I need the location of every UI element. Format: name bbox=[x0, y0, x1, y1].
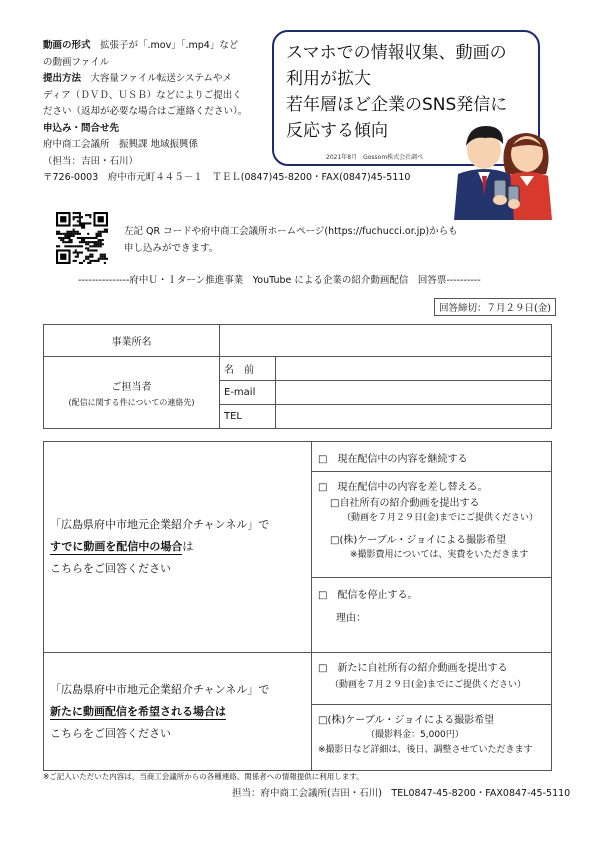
callout-line-2: 利用が拡大 bbox=[286, 69, 371, 89]
format-text: 拡張子が「.mov」「.mp4」など bbox=[90, 40, 239, 51]
callout-line-1: スマホでの情報収集、動画の bbox=[286, 43, 507, 63]
footer-contact: 担当：府中商工会議所(吉田・石川) TEL0847-45-8200・FAX0847-45-5110 bbox=[232, 788, 571, 799]
section-a-line-1: 「広島県府中市地元企業紹介チャンネル」で bbox=[50, 518, 270, 531]
section-a-desc bbox=[44, 442, 312, 653]
submit-label: 提出方法 bbox=[43, 73, 82, 84]
format-label: 動画の形式 bbox=[43, 40, 91, 51]
callout-source: 2021年8月 Gossom株式会社調べ bbox=[326, 154, 424, 161]
option-cable-joy-note: ※撮影費用については、実費をいただきます bbox=[350, 550, 529, 560]
option-continue-label: □ 現在配信中の内容を継続する bbox=[318, 454, 468, 465]
submit-text: 大容量ファイル転送システムやメ bbox=[81, 73, 232, 84]
submit-text-2: ディア（ＤＶＤ、ＵＳＢ）などによりご提出く bbox=[43, 89, 242, 101]
option-new-cable-joy[interactable] bbox=[312, 705, 552, 771]
option-replace[interactable] bbox=[312, 472, 552, 578]
contact-label: ご担当者 bbox=[111, 381, 152, 393]
tel-field[interactable] bbox=[276, 405, 552, 429]
name-field[interactable] bbox=[276, 357, 552, 381]
contact-table bbox=[43, 324, 552, 429]
format-text-2: の動画ファイル bbox=[43, 56, 110, 68]
section-a-line-3: こちらをご回答ください bbox=[50, 562, 171, 575]
option-new-video-note: （動画を７月２９日(金)までにご提供ください） bbox=[330, 680, 527, 690]
form-title: ---------------府中Ｕ・Ｉターン推進事業 YouTube による企業の紹介動画配信 回答票---------- bbox=[78, 275, 481, 286]
people-smartphone-illustration bbox=[448, 110, 560, 222]
qr-note-line-1: 左記 QR コードや府中商工会議所ホームページ(https://fuchucci.or.jp)からも bbox=[124, 226, 458, 237]
callout-line-3: 若年層ほど企業のSNS発信に bbox=[286, 95, 508, 115]
option-cable-joy[interactable]: □(株)ケーブル・ジョイによる撮影希望 bbox=[330, 534, 507, 546]
tel-label: TEL bbox=[220, 405, 276, 429]
response-table bbox=[43, 441, 552, 771]
option-own-video[interactable]: □自社所有の紹介動画を提出する bbox=[330, 497, 480, 509]
section-b-line-1: 「広島県府中市地元企業紹介チャンネル」で bbox=[50, 682, 270, 696]
option-replace-label: □ 現在配信中の内容を差し替える。 bbox=[318, 482, 488, 493]
option-stop[interactable] bbox=[312, 578, 552, 653]
option-new-cable-joy-note: （撮影料金：5,000円） bbox=[366, 730, 464, 740]
email-field[interactable] bbox=[276, 381, 552, 405]
option-stop-label: □ 配信を停止する。 bbox=[318, 590, 418, 601]
qr-code-icon[interactable] bbox=[56, 212, 108, 264]
section-a-line-2: すでに動画を配信中の場合 bbox=[50, 540, 183, 553]
person-line: （担当：吉田・石川） bbox=[43, 155, 139, 167]
office-field[interactable] bbox=[220, 325, 552, 357]
address-line: 〒726-0003 府中市元町４４５－１ ＴＥＬ(0847)45-8200・FAX(0847)45-5110 bbox=[43, 172, 411, 183]
contact-label: 申込み・問合せ先 bbox=[43, 122, 120, 134]
section-b-line-3: こちらをご回答ください bbox=[50, 726, 171, 740]
contact-sub: (配信に関する件についての連絡先) bbox=[68, 397, 195, 407]
callout-line-4: 反応する傾向 bbox=[286, 121, 388, 141]
option-new-video-label: □ 新たに自社所有の紹介動画を提出する bbox=[318, 663, 508, 674]
org-line: 府中商工会議所 振興課 地域振興係 bbox=[43, 139, 199, 150]
option-new-video[interactable] bbox=[312, 653, 552, 705]
contact-label-cell bbox=[44, 357, 220, 429]
qr-note-line-2: 申し込みができます。 bbox=[124, 242, 219, 254]
email-label: E-mail bbox=[220, 381, 276, 405]
reason-label: 理由： bbox=[336, 613, 366, 624]
office-label: 事業所名 bbox=[44, 325, 220, 357]
footer-note: ※ご記入いただいた内容は、当商工会議所からの各種連絡、関係者への情報提供に利用します。 bbox=[43, 772, 364, 781]
section-b-desc bbox=[44, 653, 312, 771]
option-new-cable-joy-label: □(株)ケーブル・ジョイによる撮影希望 bbox=[318, 715, 495, 726]
qr-note bbox=[124, 224, 458, 257]
section-b-line-2: 新たに動画配信を希望される場合は bbox=[50, 704, 226, 718]
option-new-cable-joy-note-2: ※撮影日など詳細は、後日、調整させていただきます bbox=[318, 745, 533, 755]
name-label: 名 前 bbox=[220, 357, 276, 381]
submit-text-3: ださい（返却が必要な場合はご連絡ください）。 bbox=[43, 106, 248, 117]
deadline-badge: 回答締切：７月２９日(金) bbox=[434, 298, 556, 316]
option-continue[interactable] bbox=[312, 442, 552, 472]
section-a-line-2-rest: は bbox=[182, 540, 194, 553]
option-own-video-note: （動画を７月２９日(金)までにご提供ください） bbox=[342, 513, 539, 523]
